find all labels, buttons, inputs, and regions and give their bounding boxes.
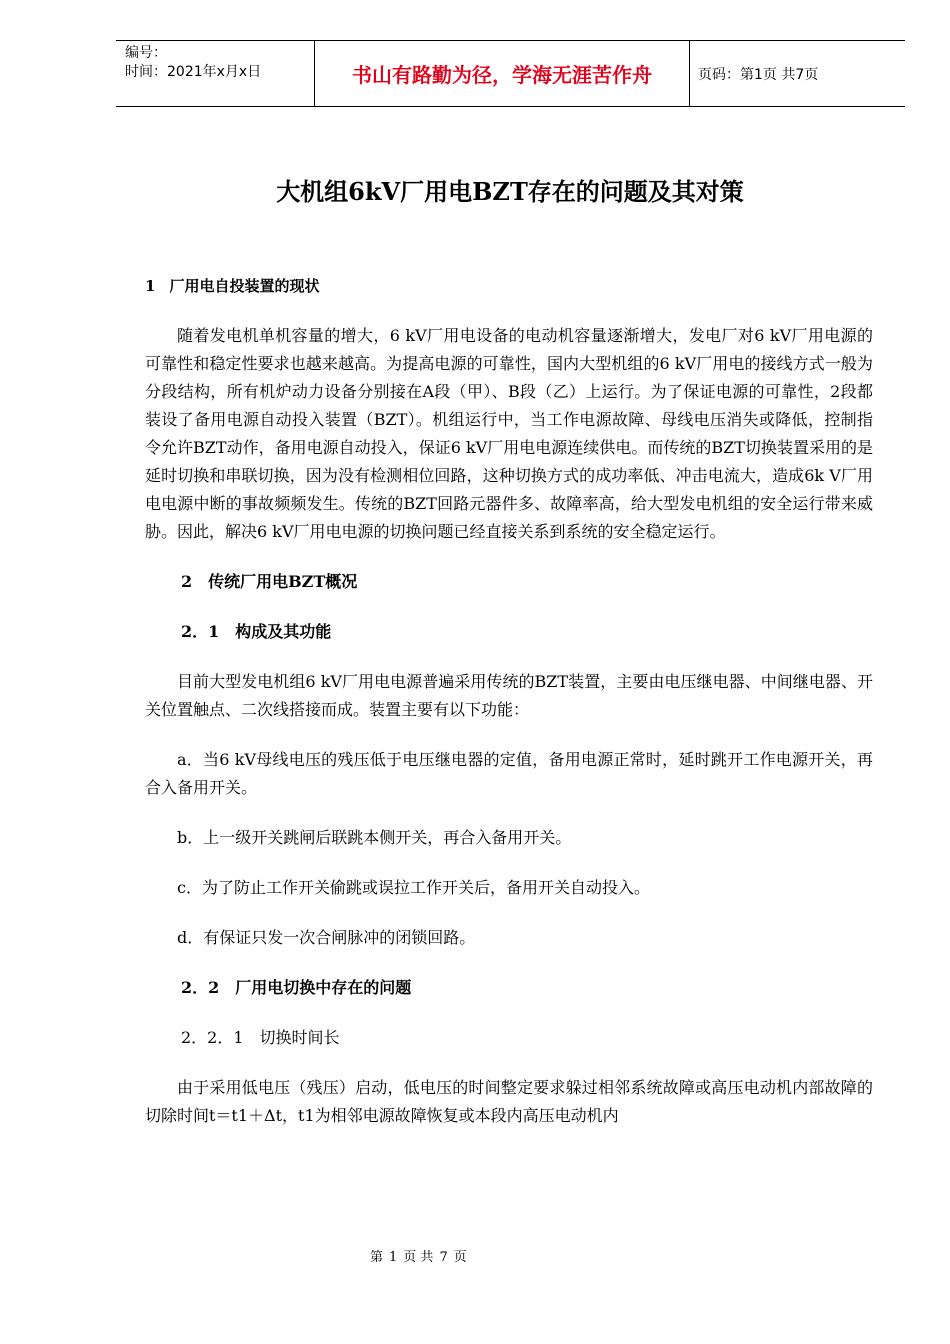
section-number: 2．2 <box>181 978 220 997</box>
section-1-paragraph: 随着发电机单机容量的增大，6 kV厂用电设备的电动机容量逐渐增大，发电厂对6 kV厂用电源的可靠性和稳定性要求也越来越高。为提高电源的可靠性，国内大型机组的6 kV厂用电的接线方式一般为分段结构，所有机炉动力设备分别接在A段（甲）、B段（乙）上运行。为了保证电源的可靠性，2段都装设了备用电源自动投入装置（BZT）。机组运行中，当工作电源故障、母线电压消失或降低，控制指令允许BZT动作，备用电源自动投入，保证6 kV厂用电电源连续供电。而传统的BZT切换装置采用的是延时切换和串联切换，因为没有检测相位回路，这种切换方式的成功率低、冲击电流大，造成6k V厂用电电源中断的事故频频发生。传统的BZT回路元器件多、故障率高，给大型发电机组的安全运行带来威胁。因此，解决6 kV厂用电电源的切换问题已经直接关系到系统的安全稳定运行。 <box>145 326 873 541</box>
list-item: a．当6 kV母线电压的残压低于电压继电器的定值，备用电源正常时，延时跳开工作电源开关，再合入备用开关。 <box>145 750 873 797</box>
header-table <box>116 40 905 107</box>
section-2-heading <box>181 568 873 596</box>
section-title: 厂用电自投装置的现状 <box>169 277 320 295</box>
header-motto: 书山有路勤为径，学海无涯苦作舟 <box>315 41 690 106</box>
section-2-2-1-paragraph: 由于采用低电压（残压）启动，低电压的时间整定要求躲过相邻系统故障或高压电动机内部故障的切除时间t＝t1＋Δt，t1为相邻电源故障恢复或本段内高压电动机内 <box>145 1078 873 1125</box>
document-body <box>145 272 873 1152</box>
list-item: b．上一级开关跳闸后联跳本侧开关，再合入备用开关。 <box>177 828 572 847</box>
time-label: 时间：2021年x月x日 <box>125 64 262 80</box>
header-meta <box>116 41 315 106</box>
document-title: 大机组6kV厂用电BZT存在的问题及其对策 <box>276 177 744 206</box>
section-title: 构成及其功能 <box>235 622 332 641</box>
section-2-2-1-heading <box>181 1024 873 1052</box>
list-item: c．为了防止工作开关偷跳或误拉工作开关后，备用开关自动投入。 <box>177 878 650 897</box>
section-title: 切换时间长 <box>259 1028 340 1047</box>
footer-page-total: 7 <box>439 1250 448 1265</box>
section-2-1-heading <box>181 618 873 646</box>
section-1-heading <box>145 272 873 300</box>
section-number: 2．1 <box>181 622 220 641</box>
list-item: d．有保证只发一次合闸脉冲的闭锁回路。 <box>177 928 476 947</box>
section-number: 2．2．1 <box>181 1028 244 1047</box>
number-label: 编号： <box>125 45 167 61</box>
footer-page-number: 1 <box>389 1250 398 1265</box>
section-number: 2 <box>181 572 193 591</box>
header-page-info: 页码：第1页 共7页 <box>698 66 819 83</box>
section-title: 厂用电切换中存在的问题 <box>235 978 412 997</box>
section-number: 1 <box>145 277 156 295</box>
page-footer <box>0 1246 950 1265</box>
footer-suffix: 页 <box>453 1250 467 1265</box>
section-2-2-heading <box>181 974 873 1002</box>
section-title: 传统厂用电BZT概况 <box>208 572 358 591</box>
footer-mid: 页 共 <box>403 1250 434 1265</box>
footer-prefix: 第 <box>370 1250 384 1265</box>
section-2-1-paragraph: 目前大型发电机组6 kV厂用电电源普遍采用传统的BZT装置，主要由电压继电器、中间继电器、开关位置触点、二次线搭接而成。装置主要有以下功能： <box>145 672 873 719</box>
